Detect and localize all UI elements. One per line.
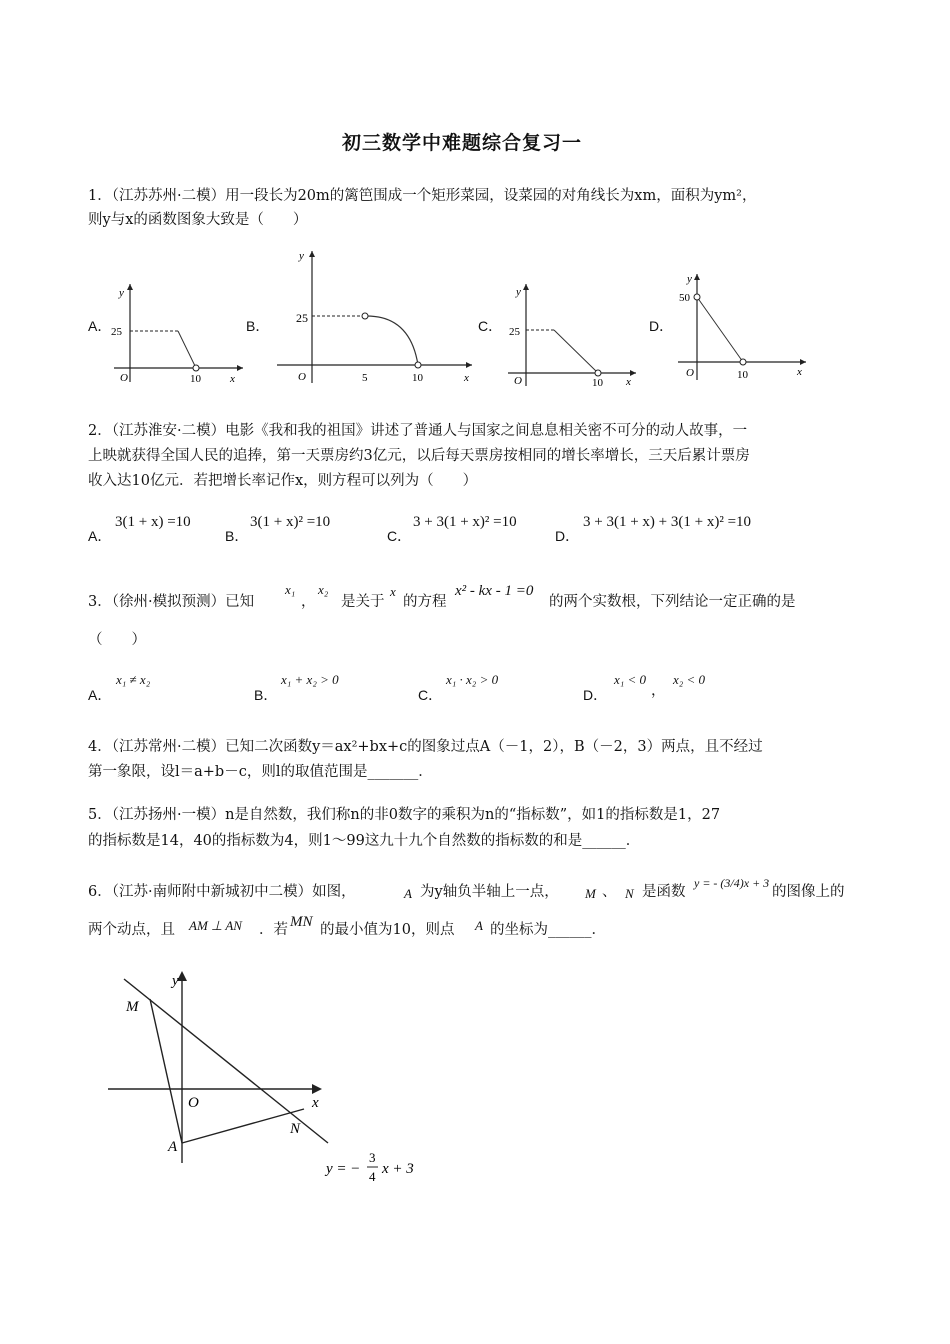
q1-option-b[interactable]: B． — [246, 318, 270, 334]
q6-line2c: 的最小值为10，则点 — [320, 922, 455, 938]
q2-option-a[interactable]: A． — [88, 528, 112, 544]
q3-line1b: 是关于 — [341, 594, 385, 610]
q1-graph-a — [108, 278, 248, 388]
q1-graph-b — [272, 243, 477, 388]
q3-sep: ， — [301, 594, 316, 610]
q2-line3: 收入达10亿元．若把增长率记作x，则方程可以列为（ ） — [88, 473, 478, 489]
q3-expr-d2: x₂ < 0 — [673, 672, 706, 687]
q3-expr-a: x₁ ≠ x₂ — [116, 672, 151, 687]
q6-figure — [100, 965, 440, 1195]
q2-line2: 上映就获得全国人民的追捧，第一天票房约3亿元，以后每天票房按相同的增长率增长，三天后累计票房 — [88, 448, 750, 464]
q2-expr-b: 3(1 + x)² =10 — [250, 514, 331, 530]
q2-option-d[interactable]: D． — [555, 528, 580, 544]
q1-line1: 1．（江苏苏州·二模）用一段长为20m的篱笆围成一个矩形菜园，设菜园的对角线长为xm，面积为ym²， — [88, 188, 757, 204]
q3-line1a: 3．（徐州·模拟预测）已知 — [88, 594, 255, 610]
graph-b-origin: O — [298, 371, 306, 383]
graph-c-x-label: x — [626, 376, 631, 388]
graph-b-5: 5 — [362, 372, 368, 384]
page-title: 初三数学中难题综合复习一 — [342, 132, 583, 154]
q1-option-c[interactable]: C． — [478, 318, 503, 334]
q2-option-b[interactable]: B． — [225, 528, 249, 544]
q5-line1: 5．（江苏扬州·一模）n是自然数，我们称n的非0数字的乘积为n的“指标数”，如1的指标数是1，27 — [88, 807, 721, 823]
q4-line1: 4．（江苏常州·二模）已知二次函数y＝ax²+bx+c的图象过点A（－1，2），B（－2，3）两点，且不经过 — [88, 739, 763, 755]
figure-eq-y: y = − — [326, 1161, 361, 1177]
q1-line2: 则y与x的函数图象大致是（ ） — [88, 212, 308, 228]
figure-eq-den: 4 — [369, 1169, 376, 1184]
q3-line1d: 的两个实数根，下列结论一定正确的是 — [549, 594, 796, 610]
figure-eq-rest: x + 3 — [382, 1161, 414, 1177]
q3-expr-d1: x₁ < 0 — [614, 672, 647, 687]
q6-perp: AM ⊥ AN — [189, 918, 242, 933]
figure-x-label: x — [312, 1095, 319, 1111]
q6-point-a: A — [404, 886, 412, 901]
q6-point-a2: A — [475, 918, 483, 933]
q3-expr-c: x₁ · x₂ > 0 — [446, 672, 499, 687]
q3-line2: （ ） — [88, 632, 146, 648]
q1-option-a[interactable]: A． — [88, 318, 112, 334]
q6-line2b: ．若 — [259, 922, 288, 938]
graph-d-50: 50 — [679, 292, 690, 304]
figure-eq-num: 3 — [369, 1150, 376, 1165]
graph-b-10: 10 — [412, 372, 423, 384]
graph-b-x-label: x — [464, 372, 469, 384]
graph-a-25: 25 — [111, 326, 122, 338]
graph-d-origin: O — [686, 367, 694, 379]
graph-c-25: 25 — [509, 326, 520, 338]
graph-c-origin: O — [514, 375, 522, 387]
q6-function: y = - (3/4)x + 3 — [694, 876, 770, 890]
q6-line2a: 两个动点，且 — [88, 922, 175, 938]
q6-point-n: N — [625, 886, 634, 901]
q4-line2: 第一象限，设l＝a+b－c，则l的取值范围是_______． — [88, 764, 433, 780]
graph-a-y-label: y — [119, 287, 124, 299]
q1-option-d[interactable]: D． — [649, 318, 674, 334]
graph-d-x-label: x — [797, 366, 802, 378]
q2-expr-c: 3 + 3(1 + x)² =10 — [413, 514, 517, 530]
q3-equation: x² - kx - 1 =0 — [455, 583, 534, 599]
graph-d-10: 10 — [737, 369, 748, 381]
graph-a-x-label: x — [230, 373, 235, 385]
q3-option-a[interactable]: A． — [88, 687, 112, 703]
graph-c-y-label: y — [516, 286, 521, 298]
q6-dun: 、 — [602, 884, 617, 900]
q5-line2: 的指标数是14，40的指标数为4，则1～99这九十九个自然数的指标数的和是______． — [88, 833, 641, 849]
graph-a-origin: O — [120, 372, 128, 384]
q2-expr-d: 3 + 3(1 + x) + 3(1 + x)² =10 — [583, 514, 752, 530]
graph-d-y-label: y — [687, 273, 692, 285]
figure-a-label: A — [168, 1139, 178, 1155]
figure-n-label: N — [290, 1121, 301, 1137]
q1-graph-d — [676, 270, 811, 385]
q6-line1c: 是函数 — [642, 884, 686, 900]
q6-point-m: M — [585, 886, 596, 901]
q6-mn: MN — [290, 914, 313, 930]
q3-x1: x₁ — [285, 582, 296, 597]
figure-y-label: y — [172, 973, 179, 989]
figure-origin: O — [188, 1095, 199, 1111]
q1-graph-c — [506, 278, 646, 388]
q3-xvar: x — [390, 584, 396, 599]
q6-line1d: 的图像上的 — [772, 884, 845, 900]
q6-line1a: 6．（江苏·南师附中新城初中二模）如图， — [88, 884, 356, 900]
q3-expr-d-sep: ， — [651, 683, 666, 699]
graph-c-10: 10 — [592, 377, 603, 388]
q3-option-c[interactable]: C． — [418, 687, 443, 703]
q6-line1b: 为y轴负半轴上一点， — [420, 884, 559, 900]
q2-expr-a: 3(1 + x) =10 — [115, 514, 191, 530]
graph-a-10: 10 — [190, 373, 201, 385]
q3-option-b[interactable]: B． — [254, 687, 278, 703]
q2-line1: 2．（江苏淮安·二模）电影《我和我的祖国》讲述了普通人与国家之间息息相关密不可分的动人故事，一 — [88, 423, 748, 439]
q2-option-c[interactable]: C． — [387, 528, 412, 544]
q3-x2: x₂ — [318, 582, 329, 597]
graph-b-y-label: y — [299, 250, 304, 262]
graph-b-25: 25 — [296, 311, 308, 325]
q6-line2d: 的坐标为______． — [490, 922, 606, 938]
q3-option-d[interactable]: D． — [583, 687, 608, 703]
figure-m-label: M — [126, 999, 139, 1015]
q3-expr-b: x₁ + x₂ > 0 — [281, 672, 339, 687]
q3-line1c: 的方程 — [403, 594, 447, 610]
